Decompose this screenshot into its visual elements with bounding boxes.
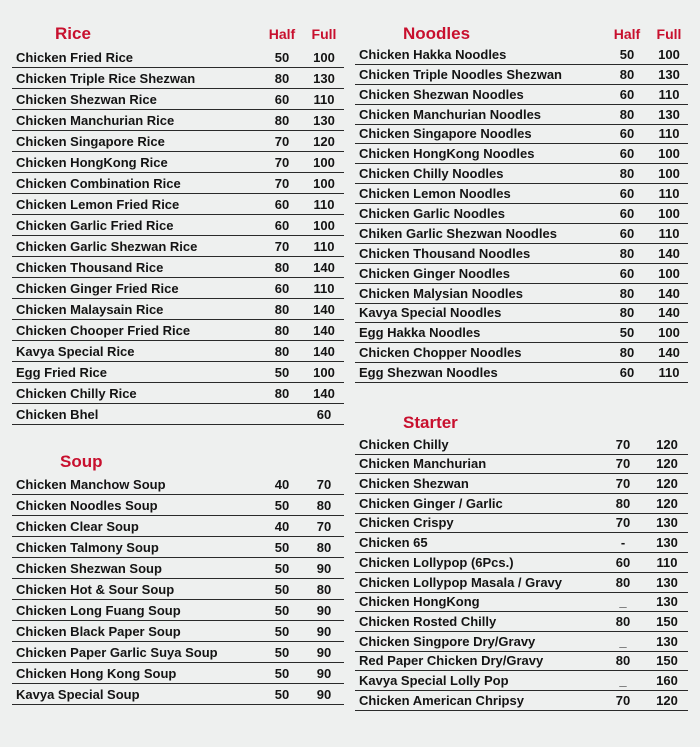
half-price: 50 — [274, 365, 290, 380]
full-price: 120 — [656, 692, 678, 708]
menu-item-row — [12, 684, 344, 705]
half-price: 80 — [615, 653, 631, 669]
item-name: Kavya Special Noodles — [359, 305, 502, 321]
full-price: 110 — [313, 197, 335, 212]
menu-item-row — [355, 474, 688, 494]
full-price: 90 — [316, 666, 332, 681]
half-price: 60 — [619, 186, 635, 202]
noodles-list — [355, 45, 688, 383]
menu-item-row — [355, 224, 688, 244]
menu-item-row — [12, 383, 344, 404]
full-price: 110 — [658, 225, 680, 241]
half-price: 80 — [274, 260, 290, 275]
half-price: _ — [619, 633, 627, 649]
noodles-half-label: Half — [613, 26, 641, 42]
full-price: 80 — [316, 582, 332, 597]
soup-header — [12, 452, 344, 476]
menu-item-row — [355, 671, 688, 691]
full-price: 120 — [656, 495, 678, 511]
menu-item-row — [355, 304, 688, 324]
half-price: 80 — [615, 495, 631, 511]
full-price: 90 — [316, 687, 332, 702]
noodles-full-label: Full — [656, 26, 682, 42]
half-price: 80 — [619, 245, 635, 261]
item-name: Chicken Bhel — [16, 407, 99, 422]
half-price: _ — [619, 672, 627, 688]
menu-item-row — [355, 573, 688, 593]
item-name: Chicken Hakka Noodles — [359, 46, 507, 62]
item-name: Chicken Lollypop (6Pcs.) — [359, 554, 514, 570]
half-price: 50 — [274, 687, 290, 702]
menu-item-row — [355, 593, 688, 613]
half-price: 80 — [274, 323, 290, 338]
menu-item-row — [355, 455, 688, 475]
full-price: 130 — [658, 66, 680, 82]
menu-item-row — [12, 257, 344, 278]
half-price: 50 — [274, 645, 290, 660]
item-name: Chicken Ginger Fried Rice — [16, 281, 179, 296]
half-price: 70 — [615, 515, 631, 531]
menu-item-row — [355, 244, 688, 264]
full-price: 100 — [658, 46, 680, 62]
item-name: Chicken 65 — [359, 535, 428, 551]
full-price: 140 — [313, 386, 335, 401]
half-price: 50 — [274, 666, 290, 681]
item-name: Chicken Garlic Noodles — [359, 206, 505, 222]
menu-item-row — [355, 323, 688, 343]
half-price: 80 — [619, 345, 635, 361]
item-name: Chicken Shezwan Soup — [16, 561, 162, 576]
full-price: 90 — [316, 603, 332, 618]
menu-item-row — [12, 131, 344, 152]
half-price: 50 — [274, 561, 290, 576]
full-price: 110 — [658, 126, 680, 142]
menu-item-row — [355, 343, 688, 363]
item-name: Kavya Special Rice — [16, 344, 135, 359]
item-name: Chicken Clear Soup — [16, 519, 139, 534]
half-price: 80 — [619, 166, 635, 182]
menu-item-row — [12, 110, 344, 131]
half-price: 80 — [274, 302, 290, 317]
full-price: 110 — [656, 554, 678, 570]
half-price: 60 — [619, 365, 635, 381]
half-price: 80 — [619, 66, 635, 82]
menu-item-row — [12, 47, 344, 68]
half-price: 60 — [274, 281, 290, 296]
full-price: 130 — [656, 574, 678, 590]
menu-item-row — [355, 45, 688, 65]
menu-item-row — [355, 65, 688, 85]
half-price: _ — [619, 594, 627, 610]
half-price: 60 — [619, 265, 635, 281]
half-price: 60 — [619, 225, 635, 241]
menu-item-row — [355, 691, 688, 711]
item-name: Chicken Garlic Shezwan Rice — [16, 239, 198, 254]
menu-item-row — [355, 553, 688, 573]
item-name: Chicken Lollypop Masala / Gravy — [359, 574, 563, 590]
menu-item-row — [12, 320, 344, 341]
half-price: 50 — [274, 540, 290, 555]
half-price: 80 — [619, 285, 635, 301]
menu-item-row — [355, 514, 688, 534]
item-name: Chicken Long Fuang Soup — [16, 603, 181, 618]
item-name: Chicken Manchurian Rice — [16, 113, 175, 128]
starter-list — [355, 435, 688, 711]
menu-item-row — [12, 404, 344, 425]
menu-item-row — [12, 495, 344, 516]
full-price: 80 — [316, 498, 332, 513]
half-price: 70 — [615, 436, 631, 452]
half-price: 60 — [619, 146, 635, 162]
item-name: Chicken Manchurian — [359, 456, 487, 472]
full-price: 90 — [316, 561, 332, 576]
full-price: 140 — [658, 345, 680, 361]
menu-item-row — [12, 621, 344, 642]
half-price: 60 — [274, 197, 290, 212]
half-price: 50 — [274, 582, 290, 597]
menu-item-row — [355, 164, 688, 184]
full-price: 90 — [316, 645, 332, 660]
full-price: 130 — [313, 113, 335, 128]
menu-item-row — [355, 184, 688, 204]
soup-title: Soup — [60, 452, 103, 471]
half-price: 40 — [274, 477, 290, 492]
full-price: 120 — [656, 456, 678, 472]
menu-item-row — [355, 533, 688, 553]
full-price: 130 — [656, 515, 678, 531]
half-price: 50 — [619, 325, 635, 341]
full-price: 110 — [658, 86, 680, 102]
starter-header — [355, 413, 688, 437]
full-price: 100 — [313, 50, 335, 65]
item-name: Chicken Chooper Fried Rice — [16, 323, 191, 338]
item-name: Chicken Garlic Fried Rice — [16, 218, 174, 233]
item-name: Kavya Special Soup — [16, 687, 140, 702]
item-name: Chicken Thousand Noodles — [359, 245, 531, 261]
item-name: Chicken Shezwan — [359, 476, 469, 492]
menu-item-row — [12, 194, 344, 215]
full-price: 100 — [658, 146, 680, 162]
half-price: 50 — [274, 624, 290, 639]
half-price: 80 — [619, 305, 635, 321]
full-price: 120 — [656, 436, 678, 452]
item-name: Chicken Triple Noodles Shezwan — [359, 66, 562, 82]
menu-item-row — [12, 663, 344, 684]
menu-item-row — [355, 144, 688, 164]
item-name: Chicken Ginger Noodles — [359, 265, 510, 281]
half-price: 50 — [274, 603, 290, 618]
half-price: 80 — [274, 386, 290, 401]
full-price: 100 — [313, 155, 335, 170]
item-name: Chicken Combination Rice — [16, 176, 181, 191]
item-name: Chicken Singapore Rice — [16, 134, 165, 149]
full-price: 100 — [658, 265, 680, 281]
half-price: 60 — [274, 92, 290, 107]
half-price: 50 — [274, 50, 290, 65]
menu-item-row — [355, 105, 688, 125]
menu-item-row — [12, 236, 344, 257]
half-price: 70 — [274, 239, 290, 254]
half-price: 80 — [274, 113, 290, 128]
half-price: 70 — [274, 134, 290, 149]
full-price: 60 — [316, 407, 332, 422]
item-name: Chicken Manchurian Noodles — [359, 106, 542, 122]
item-name: Chicken Malysian Noodles — [359, 285, 523, 301]
half-price: 60 — [274, 218, 290, 233]
menu-item-row — [12, 299, 344, 320]
item-name: Chicken HongKong Noodles — [359, 146, 535, 162]
menu-item-row — [355, 494, 688, 514]
item-name: Chiken Garlic Shezwan Noodles — [359, 225, 557, 241]
item-name: Chicken Hong Kong Soup — [16, 666, 177, 681]
item-name: Chicken American Chripsy — [359, 692, 524, 708]
menu-item-row — [355, 612, 688, 632]
full-price: 70 — [316, 519, 332, 534]
item-name: Egg Shezwan Noodles — [359, 365, 498, 381]
half-price: 70 — [615, 476, 631, 492]
full-price: 100 — [313, 218, 335, 233]
starter-title: Starter — [403, 413, 458, 432]
rice-full-label: Full — [311, 26, 337, 42]
half-price: - — [620, 535, 626, 551]
item-name: Chicken Paper Garlic Suya Soup — [16, 645, 218, 660]
half-price: 60 — [615, 554, 631, 570]
menu-item-row — [355, 632, 688, 652]
full-price: 100 — [313, 176, 335, 191]
item-name: Chicken Noodles Soup — [16, 498, 158, 513]
full-price: 140 — [313, 344, 335, 359]
item-name: Red Paper Chicken Dry/Gravy — [359, 653, 544, 669]
menu-item-row — [12, 558, 344, 579]
menu-item-row — [355, 363, 688, 383]
menu-item-row — [12, 579, 344, 600]
rice-header — [12, 24, 344, 48]
full-price: 130 — [313, 71, 335, 86]
rice-title: Rice — [55, 24, 91, 43]
half-price: 70 — [615, 456, 631, 472]
full-price: 110 — [313, 239, 335, 254]
full-price: 100 — [313, 365, 335, 380]
full-price: 110 — [658, 186, 680, 202]
menu-item-row — [12, 362, 344, 383]
full-price: 70 — [316, 477, 332, 492]
item-name: Chicken Chilly Noodles — [359, 166, 504, 182]
half-price: 70 — [615, 692, 631, 708]
half-price: 80 — [615, 613, 631, 629]
full-price: 140 — [658, 245, 680, 261]
item-name: Kavya Special Lolly Pop — [359, 672, 509, 688]
full-price: 150 — [656, 613, 678, 629]
full-price: 120 — [313, 134, 335, 149]
item-name: Chicken Triple Rice Shezwan — [16, 71, 196, 86]
menu-item-row — [12, 68, 344, 89]
full-price: 130 — [656, 633, 678, 649]
soup-list — [12, 474, 344, 705]
item-name: Chicken Rosted Chilly — [359, 613, 497, 629]
item-name: Chicken Hot & Sour Soup — [16, 582, 175, 597]
full-price: 80 — [316, 540, 332, 555]
menu-item-row — [12, 215, 344, 236]
item-name: Chicken Chilly Rice — [16, 386, 137, 401]
menu-item-row — [12, 173, 344, 194]
menu-item-row — [12, 474, 344, 495]
item-name: Egg Hakka Noodles — [359, 325, 481, 341]
half-price: 80 — [274, 71, 290, 86]
half-price: 50 — [274, 498, 290, 513]
full-price: 130 — [658, 106, 680, 122]
half-price: 70 — [274, 155, 290, 170]
menu-item-row — [355, 85, 688, 105]
full-price: 160 — [656, 672, 678, 688]
half-price: 60 — [619, 126, 635, 142]
item-name: Chicken Singpore Dry/Gravy — [359, 633, 536, 649]
full-price: 130 — [656, 594, 678, 610]
menu-item-row — [12, 642, 344, 663]
item-name: Chicken Talmony Soup — [16, 540, 159, 555]
menu-item-row — [12, 152, 344, 173]
item-name: Chicken Lemon Noodles — [359, 186, 511, 202]
half-price: 60 — [619, 86, 635, 102]
item-name: Chicken HongKong Rice — [16, 155, 168, 170]
full-price: 100 — [658, 166, 680, 182]
half-price: 50 — [619, 46, 635, 62]
full-price: 140 — [658, 305, 680, 321]
full-price: 110 — [313, 92, 335, 107]
rice-list — [12, 47, 344, 425]
item-name: Chicken Singapore Noodles — [359, 126, 532, 142]
item-name: Chicken Shezwan Rice — [16, 92, 157, 107]
noodles-title: Noodles — [403, 24, 471, 43]
menu-item-row — [355, 204, 688, 224]
full-price: 130 — [656, 535, 678, 551]
full-price: 140 — [658, 285, 680, 301]
menu-item-row — [12, 341, 344, 362]
menu-item-row — [12, 516, 344, 537]
full-price: 100 — [658, 325, 680, 341]
menu-item-row — [12, 278, 344, 299]
item-name: Chicken Thousand Rice — [16, 260, 164, 275]
full-price: 100 — [658, 206, 680, 222]
full-price: 110 — [658, 365, 680, 381]
menu-item-row — [355, 284, 688, 304]
full-price: 150 — [656, 653, 678, 669]
item-name: Chicken Shezwan Noodles — [359, 86, 524, 102]
item-name: Chicken Crispy — [359, 515, 454, 531]
menu-item-row — [355, 435, 688, 455]
half-price: 80 — [615, 574, 631, 590]
half-price: 60 — [619, 206, 635, 222]
rice-half-label: Half — [268, 26, 296, 42]
full-price: 120 — [656, 476, 678, 492]
menu-item-row — [12, 600, 344, 621]
full-price: 140 — [313, 323, 335, 338]
item-name: Egg Fried Rice — [16, 365, 108, 380]
full-price: 90 — [316, 624, 332, 639]
menu-item-row — [355, 125, 688, 145]
item-name: Chicken Fried Rice — [16, 50, 134, 65]
full-price: 110 — [313, 281, 335, 296]
menu-item-row — [355, 264, 688, 284]
item-name: Chicken Malaysain Rice — [16, 302, 164, 317]
item-name: Chicken Lemon Fried Rice — [16, 197, 180, 212]
menu-item-row — [355, 652, 688, 672]
half-price: 70 — [274, 176, 290, 191]
item-name: Chicken HongKong — [359, 594, 480, 610]
item-name: Chicken Ginger / Garlic — [359, 495, 503, 511]
item-name: Chicken Chilly — [359, 436, 449, 452]
half-price: 40 — [274, 519, 290, 534]
half-price: 80 — [274, 344, 290, 359]
item-name: Chicken Manchow Soup — [16, 477, 166, 492]
half-price: 80 — [619, 106, 635, 122]
full-price: 140 — [313, 302, 335, 317]
item-name: Chicken Black Paper Soup — [16, 624, 181, 639]
full-price: 140 — [313, 260, 335, 275]
menu-item-row — [12, 537, 344, 558]
menu-item-row — [12, 89, 344, 110]
item-name: Chicken Chopper Noodles — [359, 345, 522, 361]
